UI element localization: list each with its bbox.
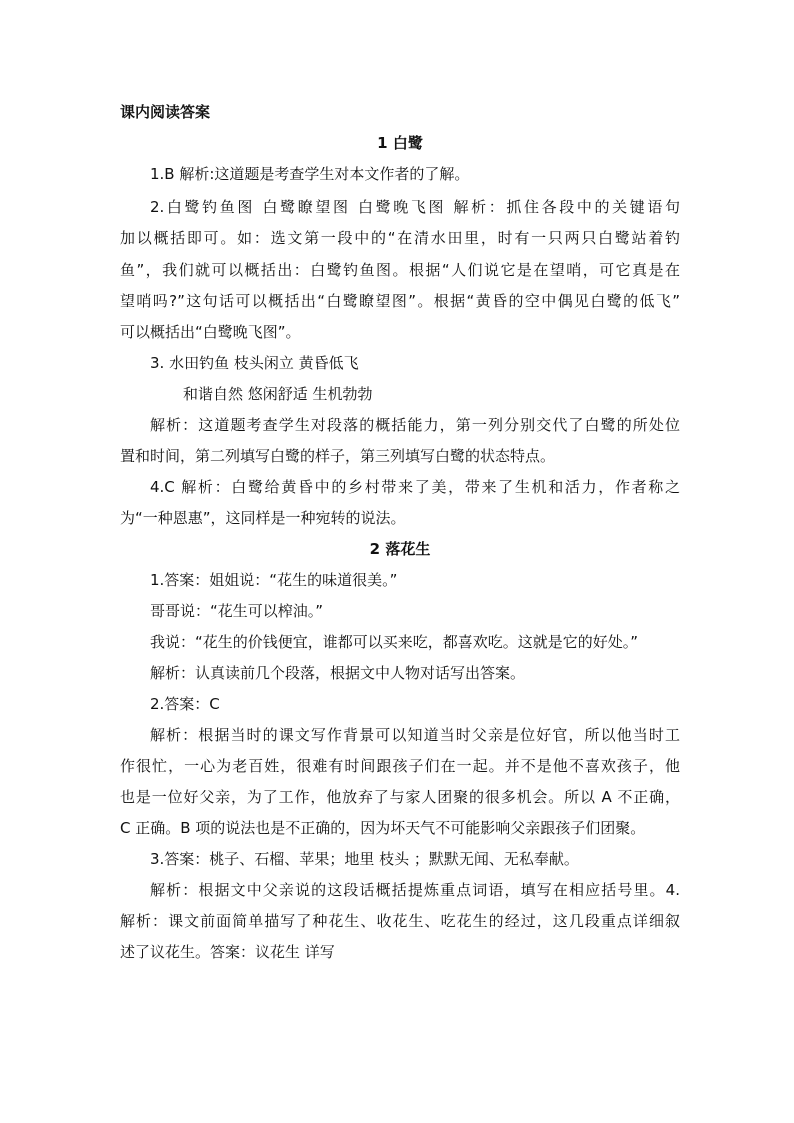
paragraph-line: 加以概括即可。如：选文第一段中的“在清水田里，时有一只两只白鹭站着钓 xyxy=(120,229,680,247)
paragraph-line: 为“一种恩惠”，这同样是一种宛转的说法。 xyxy=(120,509,406,527)
paragraph-line: 哥哥说：“花生可以榨油。” xyxy=(150,602,324,620)
paragraph-line: 作很忙，一心为老百姓，很难有时间跟孩子们在一起。并不是他不喜欢孩子，他 xyxy=(120,757,680,775)
paragraph-line: 置和时间，第二列填写白鹭的样子，第三列填写白鹭的状态特点。 xyxy=(120,447,556,465)
section-heading-1: 1 白鹭 xyxy=(377,134,423,152)
section-heading-2: 2 落花生 xyxy=(369,540,431,558)
paragraph-line: 4.C 解析：白鹭给黄昏中的乡村带来了美，带来了生机和活力，作者称之 xyxy=(150,478,680,496)
paragraph-line: 也是一位好父亲，为了工作，他放弃了与家人团聚的很多机会。所以 A 不正确， xyxy=(120,788,680,806)
paragraph-line: 2.白鹭钓鱼图 白鹭瞭望图 白鹭晚飞图 解析：抓住各段中的关键语句 xyxy=(150,198,680,216)
paragraph-line: 解析：认真读前几个段落，根据文中人物对话写出答案。 xyxy=(150,664,526,682)
paragraph-line: 3. 水田钓鱼 枝头闲立 黄昏低飞 xyxy=(150,354,359,372)
document-title: 课内阅读答案 xyxy=(120,103,211,121)
paragraph-line: 1.答案：姐姐说：“花生的味道很美。” xyxy=(150,571,398,589)
paragraph-line: 我说：“花生的价钱便宜，谁都可以买来吃，都喜欢吃。这就是它的好处。” xyxy=(150,633,639,651)
paragraph-line: 解析：根据文中父亲说的这段话概括提炼重点词语，填写在相应括号里。4. xyxy=(150,881,680,899)
paragraph-line: C 正确。B 项的说法也是不正确的，因为坏天气不可能影响父亲跟孩子们团聚。 xyxy=(120,819,646,837)
paragraph-line: 解析：这道题考查学生对段落的概括能力，第一列分别交代了白鹭的所处位 xyxy=(150,416,680,434)
paragraph-line: 鱼”，我们就可以概括出：白鹭钓鱼图。根据“人们说它是在望哨，可它真是在 xyxy=(120,261,680,279)
paragraph-line: 述了议花生。答案：议花生 详写 xyxy=(120,943,335,961)
paragraph-line: 望哨吗?”这句话可以概括出“白鹭瞭望图”。根据“黄昏的空中偶见白鹭的低飞” xyxy=(120,292,680,310)
paragraph-line: 3.答案：桃子、石榴、苹果；地里 枝头 ；默默无闻、无私奉献。 xyxy=(150,850,579,868)
paragraph-line: 2.答案：C xyxy=(150,695,220,713)
paragraph-line: 解析：课文前面简单描写了种花生、收花生、吃花生的经过，这几段重点详细叙 xyxy=(120,912,680,930)
paragraph-line: 和谐自然 悠闲舒适 生机勃勃 xyxy=(183,385,373,403)
paragraph-line: 可以概括出“白鹭晚飞图”。 xyxy=(120,323,301,341)
paragraph-line: 解析：根据当时的课文写作背景可以知道当时父亲是位好官，所以他当时工 xyxy=(150,726,680,744)
paragraph-line: 1.B 解析:这道题是考查学生对本文作者的了解。 xyxy=(150,165,470,183)
